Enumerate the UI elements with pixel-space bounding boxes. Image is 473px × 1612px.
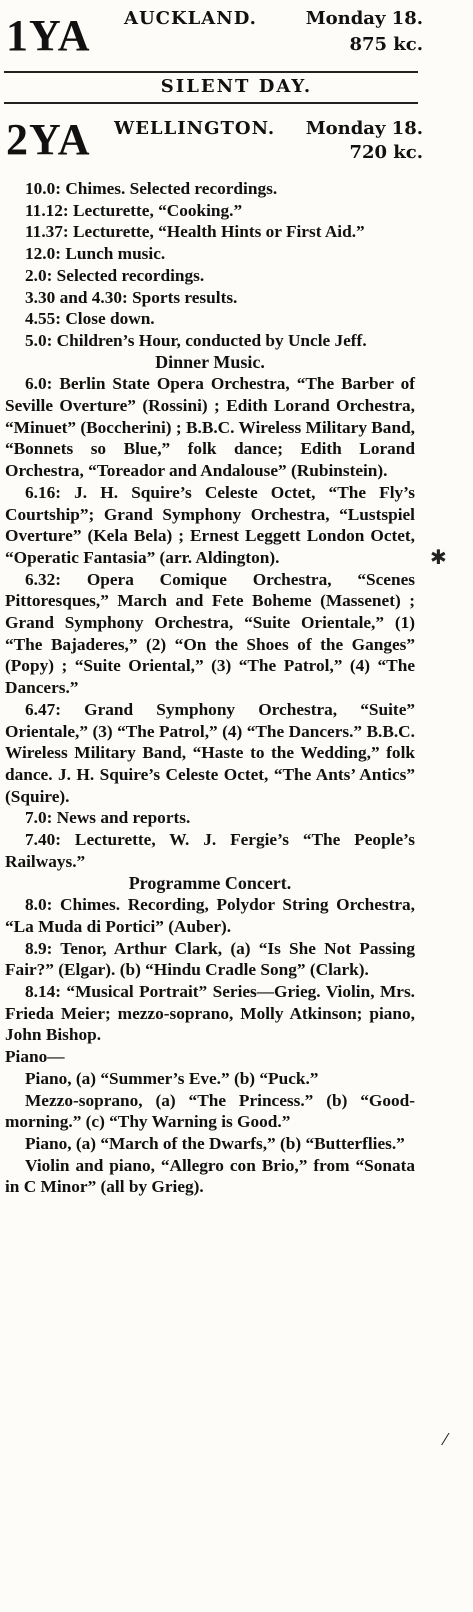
programme-text: Lunch music. (61, 244, 166, 264)
programme-text: Chimes. Selected recordings. (61, 179, 278, 198)
programme-item (5, 373, 415, 482)
station-header-1ya (0, 0, 473, 62)
programme-text: Grand Symphony Orchestra, “Suite” Orientale,” (3) “The Patrol,” (4) “The Dancers.” B.B.C. Wireless Military Band, “Haste to the Wedding,” folk dance. J. H. Squire’s Celeste Octet, “The Ants’ Antics” (Squire). (5, 699, 415, 806)
programme-item (5, 287, 415, 309)
programme-item (5, 938, 415, 981)
programme-item (5, 178, 415, 200)
programme-time: 3.30 and 4.30: (25, 287, 128, 307)
programme-time: 4.55: (25, 309, 61, 329)
programme-item (5, 699, 415, 808)
programme-text: Chimes. Recording, Polydor String Orchestra, “La Muda di Portici” (Auber). (5, 895, 415, 936)
programme-item (5, 829, 415, 872)
programme-text: Children’s Hour, conducted by Uncle Jeff. (52, 330, 367, 350)
programme-time: 6.32: (25, 569, 61, 589)
programme-item (5, 265, 415, 287)
programme-time: 10.0: (25, 179, 61, 198)
programme-time: 8.14: (25, 982, 61, 1002)
margin-mark: ✱ (430, 545, 447, 569)
programme-text: News and reports. (52, 808, 191, 828)
margin-mark: ⁄ (444, 1430, 447, 1449)
programme-text: J. H. Squire’s Celeste Octet, “The Fly’s Courtship”; Grand Symphony Orchestra, “Lustspiel Overture” (Kela Bela) ; Ernest Leggett London Octet, “Operatic Fantasia” (arr. Aldington). (5, 482, 415, 567)
programme-item: Mezzo-soprano, (a) “The Princess.” (b) “Good-morning.” (c) “Thy Warning is Good.” (5, 1090, 415, 1132)
station-call-sign: 1YA (6, 11, 91, 60)
programme-item: Piano, (a) “March of the Dwarfs,” (b) “Butterflies.” (25, 1133, 405, 1153)
programme-text: “Musical Portrait” Series—Grieg. Violin, Mrs. Frieda Meier; mezzo-soprano, Molly Atkinson; piano, John Bishop. (5, 982, 415, 1045)
station-frequency: 720 kc. (349, 142, 423, 163)
programme-time: 2.0: (25, 265, 53, 285)
programme-item (5, 221, 415, 243)
programme-time: 8.9: (25, 938, 53, 958)
programme-item (5, 894, 415, 937)
programme-time: 6.0: (25, 374, 53, 394)
programme-text: Lecturette, “Health Hints or First Aid.” (68, 222, 365, 242)
programme-text: Close down. (61, 309, 155, 329)
programme-text: Berlin State Opera Orchestra, “The Barber of Seville Overture” (Rossini) ; Edith Lorand Orchestra, “Minuet” (Boccherini) ; B.B.C. Wireless Military Band, “Bonnets so Blue,” folk dance; Edith Lorand Orchestra, “Toreador and Andalouse” (Rubinstein). (5, 374, 415, 481)
programme-time: 6.16: (25, 482, 61, 502)
programme-time: 11.37: (25, 222, 69, 242)
programme-time: 12.0: (25, 244, 61, 264)
programme-item (5, 330, 415, 352)
programme-listing (5, 178, 415, 1198)
programme-text: Sports results. (127, 287, 238, 307)
programme-item (5, 807, 415, 829)
station-header-2ya (0, 108, 473, 174)
station-city: WELLINGTON. (114, 118, 276, 139)
programme-time: 7.40: (25, 830, 61, 850)
programme-time: 5.0: (25, 330, 53, 350)
programme-item: Violin and piano, “Allegro con Brio,” from “Sonata in C Minor” (all by Grieg). (5, 1155, 415, 1197)
programme-item (5, 981, 415, 1046)
section-heading-concert: Programme Concert. (128, 872, 292, 893)
programme-item (5, 308, 415, 330)
programme-item (5, 200, 415, 222)
station-date: Monday 18. (305, 118, 423, 139)
programme-item (5, 569, 415, 699)
piano-label: Piano— (5, 1047, 65, 1067)
programme-item (5, 243, 415, 265)
station-frequency: 875 kc. (349, 34, 423, 55)
divider-rule (4, 102, 418, 104)
programme-text: Tenor, Arthur Clark, (a) “Is She Not Passing Fair?” (Elgar). (b) “Hindu Cradle Song” (Clark). (5, 938, 415, 980)
station-city: AUCKLAND. (124, 8, 257, 29)
section-heading-dinner: Dinner Music. (155, 351, 265, 372)
programme-time: 7.0: (25, 808, 53, 828)
divider-rule (4, 71, 418, 73)
programme-item (5, 482, 415, 569)
silent-day-notice: SILENT DAY. (160, 76, 313, 97)
station-call-sign: 2YA (6, 115, 91, 164)
station-date: Monday 18. (305, 8, 423, 29)
programme-text: Lecturette, “Cooking.” (68, 200, 243, 220)
programme-item: Piano, (a) “Summer’s Eve.” (b) “Puck.” (25, 1068, 319, 1088)
programme-text: Lecturette, W. J. Fergie’s “The People’s Railways.” (5, 830, 415, 871)
programme-time: 11.12: (25, 200, 69, 220)
programme-text: Opera Comique Orchestra, “Scenes Pittoresques,” March and Fete Boheme (Massenet) ; Grand Symphony Orchestra, “Suite Orientale,” (1) “The Bajaderes,” (2) “On the Shoes of the Ganges” (Popy) ; “Suite Oriental,” (3) “The Patrol,” (4) “The Dancers.” (5, 569, 415, 698)
programme-time: 8.0: (25, 895, 53, 915)
programme-text: Selected recordings. (52, 265, 205, 285)
programme-time: 6.47: (25, 699, 61, 719)
